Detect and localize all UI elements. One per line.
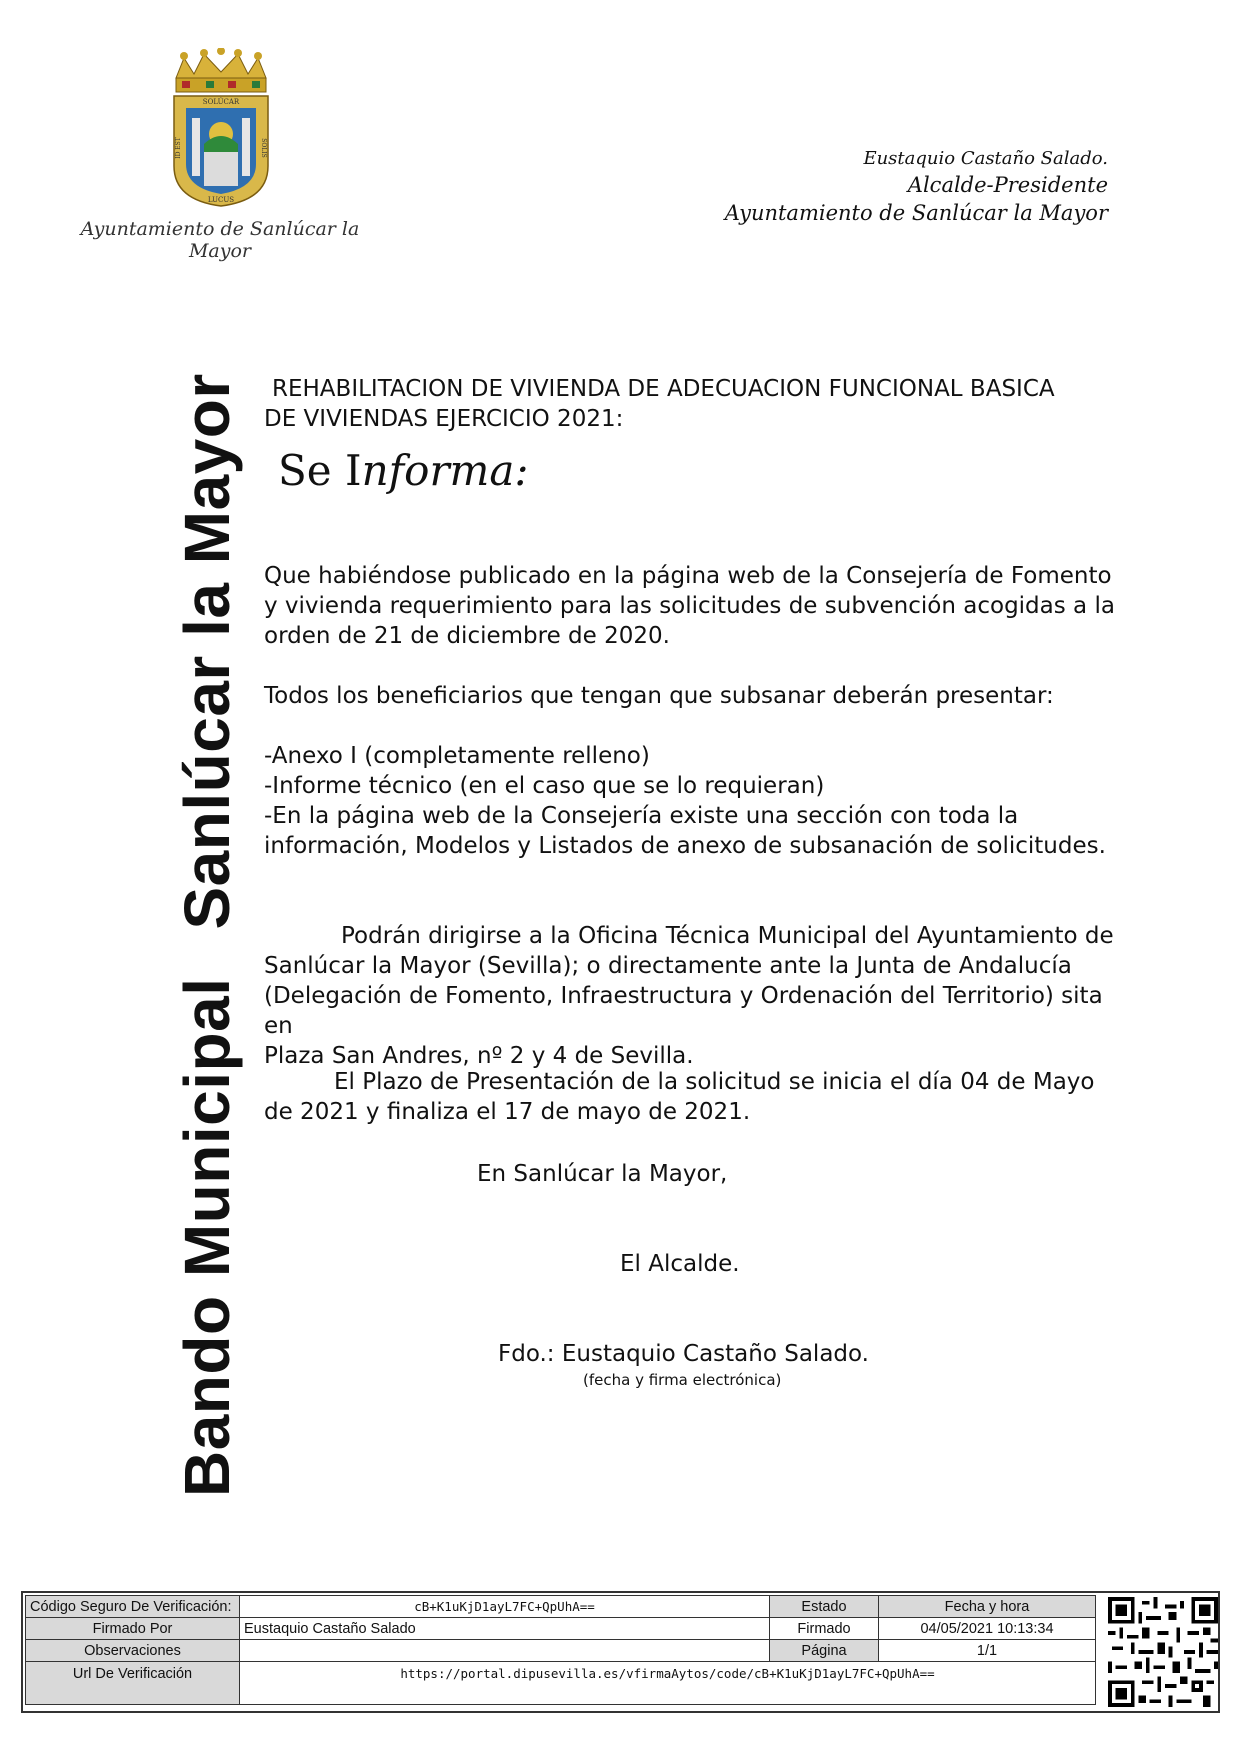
subject-line: DE VIVIENDAS EJERCICIO 2021: <box>264 406 624 432</box>
estado-value: Firmado <box>770 1618 879 1640</box>
svg-text:SOLIS: SOLIS <box>260 138 267 158</box>
estado-label: Estado <box>770 1596 879 1618</box>
se-informa-heading: Se Informa: <box>278 446 529 495</box>
list-item: -En la página web de la Consejería existe una sección con toda la <box>264 803 1019 829</box>
pagina-value: 1/1 <box>879 1640 1096 1662</box>
verification-url-link[interactable]: https://portal.dipusevilla.es/vfirmaAytos/code/cB+K1uKjD1ayL7FC+QpUhA== <box>240 1662 1096 1705</box>
csv-label: Código Seguro De Verificación: <box>26 1596 240 1618</box>
verification-table <box>25 1595 1096 1705</box>
observaciones-label: Observaciones <box>26 1640 240 1662</box>
svg-text:SOLÚCAR: SOLÚCAR <box>202 98 240 106</box>
qr-code-icon[interactable] <box>1108 1596 1218 1708</box>
svg-text:ID EST: ID EST <box>175 137 182 159</box>
place-line: En Sanlúcar la Mayor, <box>477 1161 728 1187</box>
firmado-por-value: Eustaquio Castaño Salado <box>240 1618 770 1640</box>
paragraph-oficina <box>264 921 1124 1071</box>
signer-block <box>725 148 1108 225</box>
requirements-list <box>264 741 1124 861</box>
list-item: información, Modelos y Listados de anexo de subsanación de solicitudes. <box>264 833 1106 859</box>
url-label: Url De Verificación <box>26 1662 240 1705</box>
paragraph-plazo <box>264 1067 1124 1127</box>
vertical-document-title <box>171 373 243 1497</box>
title-bando-municipal: Bando Municipal <box>171 977 243 1497</box>
text-line: Plaza San Andres, nº 2 y 4 de Sevilla. <box>264 1043 694 1069</box>
csv-value[interactable]: cB+K1uKjD1ayL7FC+QpUhA== <box>240 1596 770 1618</box>
observaciones-value <box>240 1640 770 1662</box>
list-item: -Anexo I (completamente relleno) <box>264 743 650 769</box>
list-item: -Informe técnico (en el caso que se lo requieran) <box>264 773 825 799</box>
title-sanlucar: Sanlúcar la Mayor <box>171 373 243 930</box>
text-line: y vivienda requerimiento para las solicitudes de subvención acogidas a la <box>264 593 1115 619</box>
crown-icon <box>176 48 266 92</box>
pagina-label: Página <box>770 1640 879 1662</box>
fecha-value: 04/05/2021 10:13:34 <box>879 1618 1096 1640</box>
text-line: Sanlúcar la Mayor (Sevilla); o directamente ante la Junta de Andalucía <box>264 953 1072 979</box>
text-line: Que habiéndose publicado en la página web de la Consejería de Fomento <box>264 563 1112 589</box>
document-subject <box>264 374 1104 434</box>
signer-name: Eustaquio Castaño Salado. <box>863 148 1108 169</box>
alcalde-line: El Alcalde. <box>620 1251 740 1277</box>
svg-text:LUCUS: LUCUS <box>207 196 235 204</box>
text-line: orden de 21 de diciembre de 2020. <box>264 623 670 649</box>
paragraph-publication <box>264 561 1124 651</box>
paragraph-beneficiarios: Todos los beneficiarios que tengan que subsanar deberán presentar: <box>264 683 1054 709</box>
text-line: Podrán dirigirse a la Oficina Técnica Municipal del Ayuntamiento de <box>341 923 1114 949</box>
electronic-signature-note: (fecha y firma electrónica) <box>583 1371 782 1389</box>
subject-line: REHABILITACION DE VIVIENDA DE ADECUACION FUNCIONAL BASICA <box>272 376 1055 402</box>
signer-entity: Ayuntamiento de Sanlúcar la Mayor <box>724 201 1108 225</box>
text-line: El Plazo de Presentación de la solicitud se inicia el día 04 de Mayo <box>334 1069 1095 1095</box>
text-line: de 2021 y finaliza el 17 de mayo de 2021. <box>264 1099 751 1125</box>
signer-role: Alcalde-Presidente <box>907 173 1108 197</box>
text-line: (Delegación de Fomento, Infraestructura y Ordenación del Territorio) sita en <box>264 983 1103 1039</box>
verification-box <box>21 1591 1220 1713</box>
ayuntamiento-caption: Ayuntamiento de Sanlúcar la Mayor <box>80 218 360 262</box>
signature-line: Fdo.: Eustaquio Castaño Salado. <box>498 1341 869 1367</box>
fecha-label: Fecha y hora <box>879 1596 1096 1618</box>
firmado-por-label: Firmado Por <box>26 1618 240 1640</box>
municipal-coat-of-arms <box>168 48 274 208</box>
